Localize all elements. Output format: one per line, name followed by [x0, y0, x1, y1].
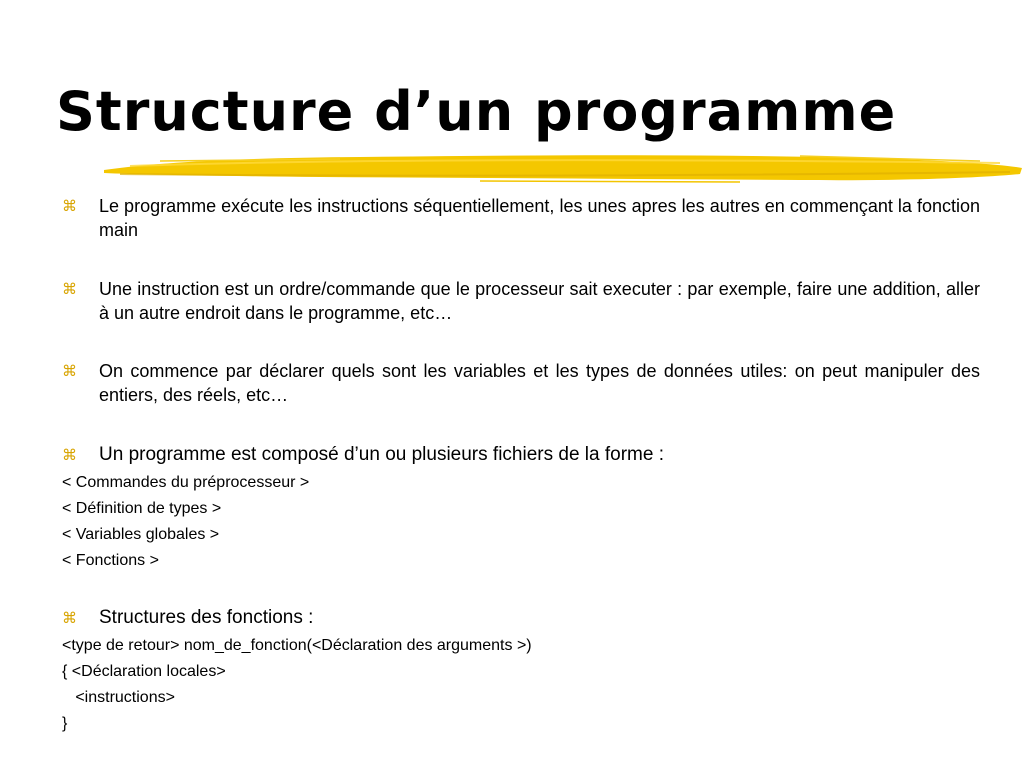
bullet-item	[62, 606, 980, 630]
bullet-item	[62, 443, 980, 467]
bullet-text: Une instruction est un ordre/commande que le processeur sait executer : par exemple, faire une addition, aller à un autre endroit dans le programme, etc…	[99, 279, 980, 323]
file-form-line: < Commandes du préprocesseur >	[62, 474, 310, 491]
command-key-icon: ⌘	[62, 280, 77, 298]
file-form-line: < Définition de types >	[62, 500, 222, 517]
command-key-icon: ⌘	[62, 362, 77, 380]
function-structure-line: }	[62, 715, 68, 732]
function-structure-line: <instructions>	[62, 689, 175, 706]
bullet-item	[62, 194, 980, 242]
bullet-text: Le programme exécute les instructions séquentiellement, les unes apres les autres en commençant la fonction main	[99, 196, 980, 240]
file-form-line: < Variables globales >	[62, 526, 220, 543]
function-structure-line: { <Déclaration locales>	[62, 663, 226, 680]
bullet-item	[62, 277, 980, 325]
bullet-text: On commence par déclarer quels sont les variables et les types de données utiles: on peut manipuler des entiers, des réels, etc…	[99, 361, 980, 405]
bullet-text: Structures des fonctions :	[99, 607, 314, 628]
title-underline-brush-stroke	[100, 148, 1024, 190]
command-key-icon: ⌘	[62, 609, 77, 627]
command-key-icon: ⌘	[62, 446, 77, 464]
slide-title: Structure d’un programme	[56, 80, 897, 143]
bullet-item	[62, 359, 980, 407]
function-structure-line: <type de retour> nom_de_fonction(<Déclaration des arguments >)	[62, 637, 532, 654]
bullet-text: Un programme est composé d’un ou plusieurs fichiers de la forme :	[99, 444, 664, 465]
file-form-line: < Fonctions >	[62, 552, 159, 569]
command-key-icon: ⌘	[62, 197, 77, 215]
